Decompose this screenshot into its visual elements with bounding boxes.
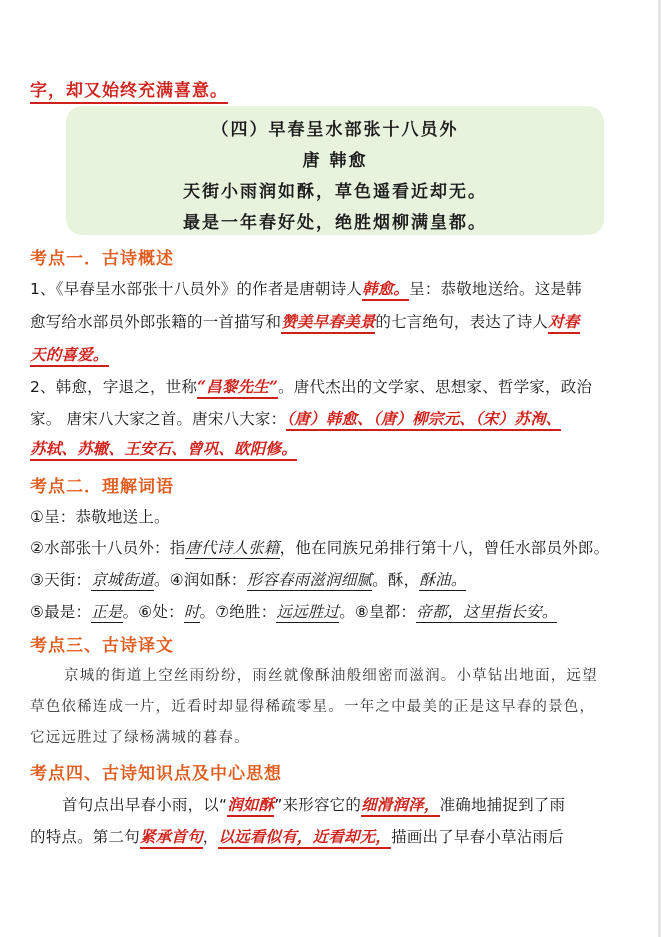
poem-line-2: 最是一年春好处，绝胜烟柳满皇都。 [183,213,487,233]
section-2-heading: 考点二．理解词语 [30,477,174,497]
keyword-love-a: 对春 [548,312,579,334]
poem-author: 唐 韩愈 [302,151,368,171]
section-1-para-line [30,437,297,459]
keyword-eight-masters-b: 苏轼、苏辙、王安石、曾巩、欧阳修。 [30,439,297,461]
poem-box [66,106,604,235]
section-1-para-line: 愈写给水部员外郎张籍的一首描写和赞美早春美景的七言绝句，表达了诗人对春 [30,310,580,332]
vocab-line: ⑤最是：正是。⑥处：时。⑦绝胜：远远胜过。⑧皇都：帝都，这里指长安。 [30,603,558,621]
keyword-love-b: 天的喜爱。 [30,345,109,367]
keyword-author: 韩愈。 [362,279,409,301]
translation-line: 草色依稀连成一片，近看时却显得稀疏零星。一年之中最美的正是这早春的景色， [30,699,596,715]
section-4-heading: 考点四、古诗知识点及中心思想 [30,764,282,784]
keyword-eight-masters-a: （唐）韩愈、（唐）柳宗元、（宋）苏洵、 [286,409,561,431]
translation-line: 它远远胜过了绿杨满城的暮春。 [30,730,250,746]
vocab-line: ②水部张十八员外：指唐代诗人张籍，他在同族兄弟排行第十八，曾任水部员外郎。 [30,539,610,557]
poem-title: （四）早春呈水部张十八员外 [211,120,459,140]
section-1-para-line [30,343,109,365]
keyword-praise: 赞美早春美景 [281,312,375,334]
translation-line: 京城的街道上空丝雨纷纷，雨丝就像酥油般细密而滋润。小草钻出地面，远望 [64,668,598,684]
vocab-line: ①呈：恭敬地送上。 [30,508,170,526]
vocab-line: ③天街：京城街道。④润如酥：形容春雨滋润细腻。酥，酥油。 [30,571,467,589]
intro-line: 字，却又始终充满喜意。 [30,76,228,101]
section-1-para-line: 1、《早春呈水部张十八员外》的作者是唐朝诗人韩愈。呈：恭敬地送给。这是韩 [30,277,582,299]
section-1-para-line: 家。 唐宋八大家之首。唐宋八大家：（唐）韩愈、（唐）柳宗元、（宋）苏洵、 [30,407,561,429]
analysis-line: 首句点出早春小雨，以“润如酥”来形容它的细滑润泽，准确地捕捉到了雨 [62,793,565,815]
poem-line-1: 天街小雨润如酥，草色遥看近却无。 [183,182,487,202]
analysis-line: 的特点。第二句紧承首句，以远看似有，近看却无，描画出了早春小草沾雨后 [30,825,564,847]
section-1-heading: 考点一．古诗概述 [30,249,174,269]
section-3-heading: 考点三、古诗译文 [30,636,174,656]
section-1-para-line: 2、韩愈，字退之，世称“昌黎先生”。唐代杰出的文学家、思想家、哲学家，政治 [30,375,592,397]
keyword-title: “昌黎先生” [197,377,278,399]
